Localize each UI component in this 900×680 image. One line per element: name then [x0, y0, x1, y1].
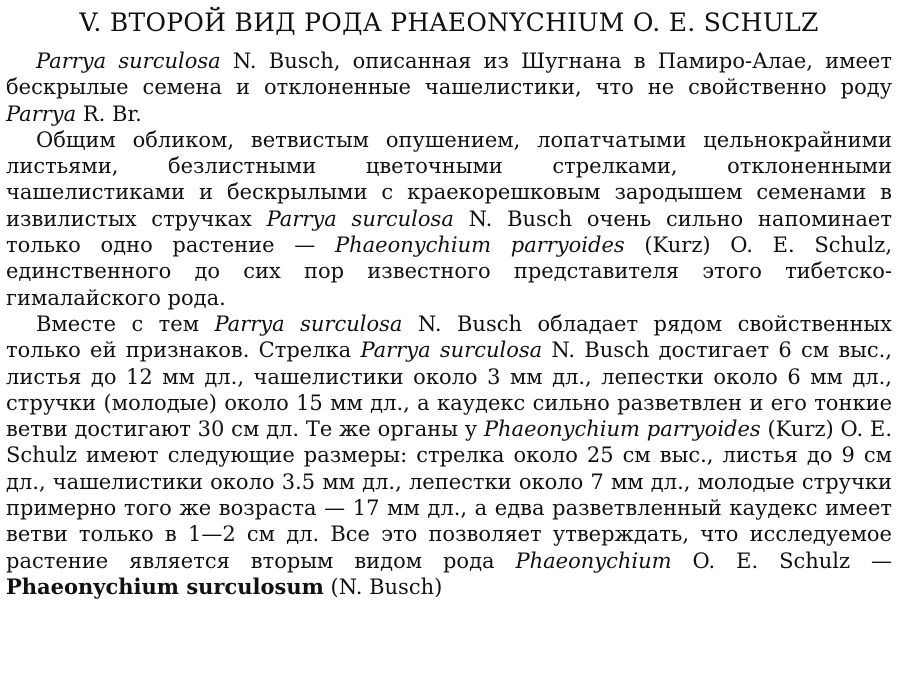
text-run: Вместе с тем: [36, 311, 215, 336]
taxon-name: Parrya surculosa: [214, 311, 403, 336]
taxon-name: Parrya surculosa: [266, 206, 454, 231]
text-run: O. E. Schulz —: [671, 548, 892, 573]
text-run: (Kurz) O. E. Schulz имеют следующие размеры: стрелка около 25 см выс., листья до 9 см дл., чашелистики около 3.5 мм дл., лепестки около 7 мм дл., молодые стручки примерно того же возраста — 17 мм дл., а едва разветвленный каудекс имеет ветви только в 1—2 см дл. Все это позволяет утверждать, что исследуемое растение является вторым видом рода: [6, 417, 892, 573]
text-run: (N. Busch): [323, 574, 443, 599]
taxon-name: Phaeonychium parryoides: [483, 417, 761, 442]
body-text: [6, 48, 892, 600]
taxon-name: Parrya: [6, 101, 77, 126]
paragraph-1: [6, 48, 892, 127]
section-heading: V. ВТОРОЙ ВИД РОДА PHAEONYCHIUM O. E. SCHULZ: [79, 8, 819, 37]
paragraph-2: [6, 127, 892, 311]
new-combination-name: Phaeonychium surculosum: [6, 573, 324, 599]
taxon-name: Parrya surculosa: [36, 49, 221, 73]
text-run: N. Busch достигает 6 см выс., листья до 12 мм дл., чашелистики около 3 мм дл., лепестки около 6 мм дл., стручки (молодые) около 15 мм дл., а каудекс сильно разветвлен и его тонкие ветви достигают 30 см дл. Те же органы у: [6, 338, 892, 442]
taxon-name: Phaeonychium: [515, 548, 672, 573]
text-run: (Kurz) O. E. Schulz, единственного до сих пор известного представителя этого тибетско-гималайского рода.: [6, 233, 892, 310]
text-run: N. Busch обладает рядом свойственных только ей признаков. Стрелка: [6, 311, 892, 363]
text-run: Общим обликом, ветвистым опушением, лопатчатыми цельнокрайними листьями, безлистными цветочными стрелками, отклоненными чашелистиками и бескрылыми с краекорешковым зародышем семенами в извилистых стручках: [6, 127, 892, 231]
taxon-name: Parrya surculosa: [360, 338, 543, 363]
text-run: N. Busch очень сильно напоминает только одно растение —: [6, 206, 892, 258]
text-run: R. Br.: [76, 101, 142, 126]
taxon-name: Phaeonychium parryoides: [334, 233, 625, 258]
document-page: [6, 0, 892, 680]
text-run: N. Busch, описанная из Шугнана в Памиро-Алае, имеет бескрылые семена и отклоненные чашелистики, что не свойственно роду: [6, 49, 892, 100]
paragraph-3: [6, 311, 892, 600]
